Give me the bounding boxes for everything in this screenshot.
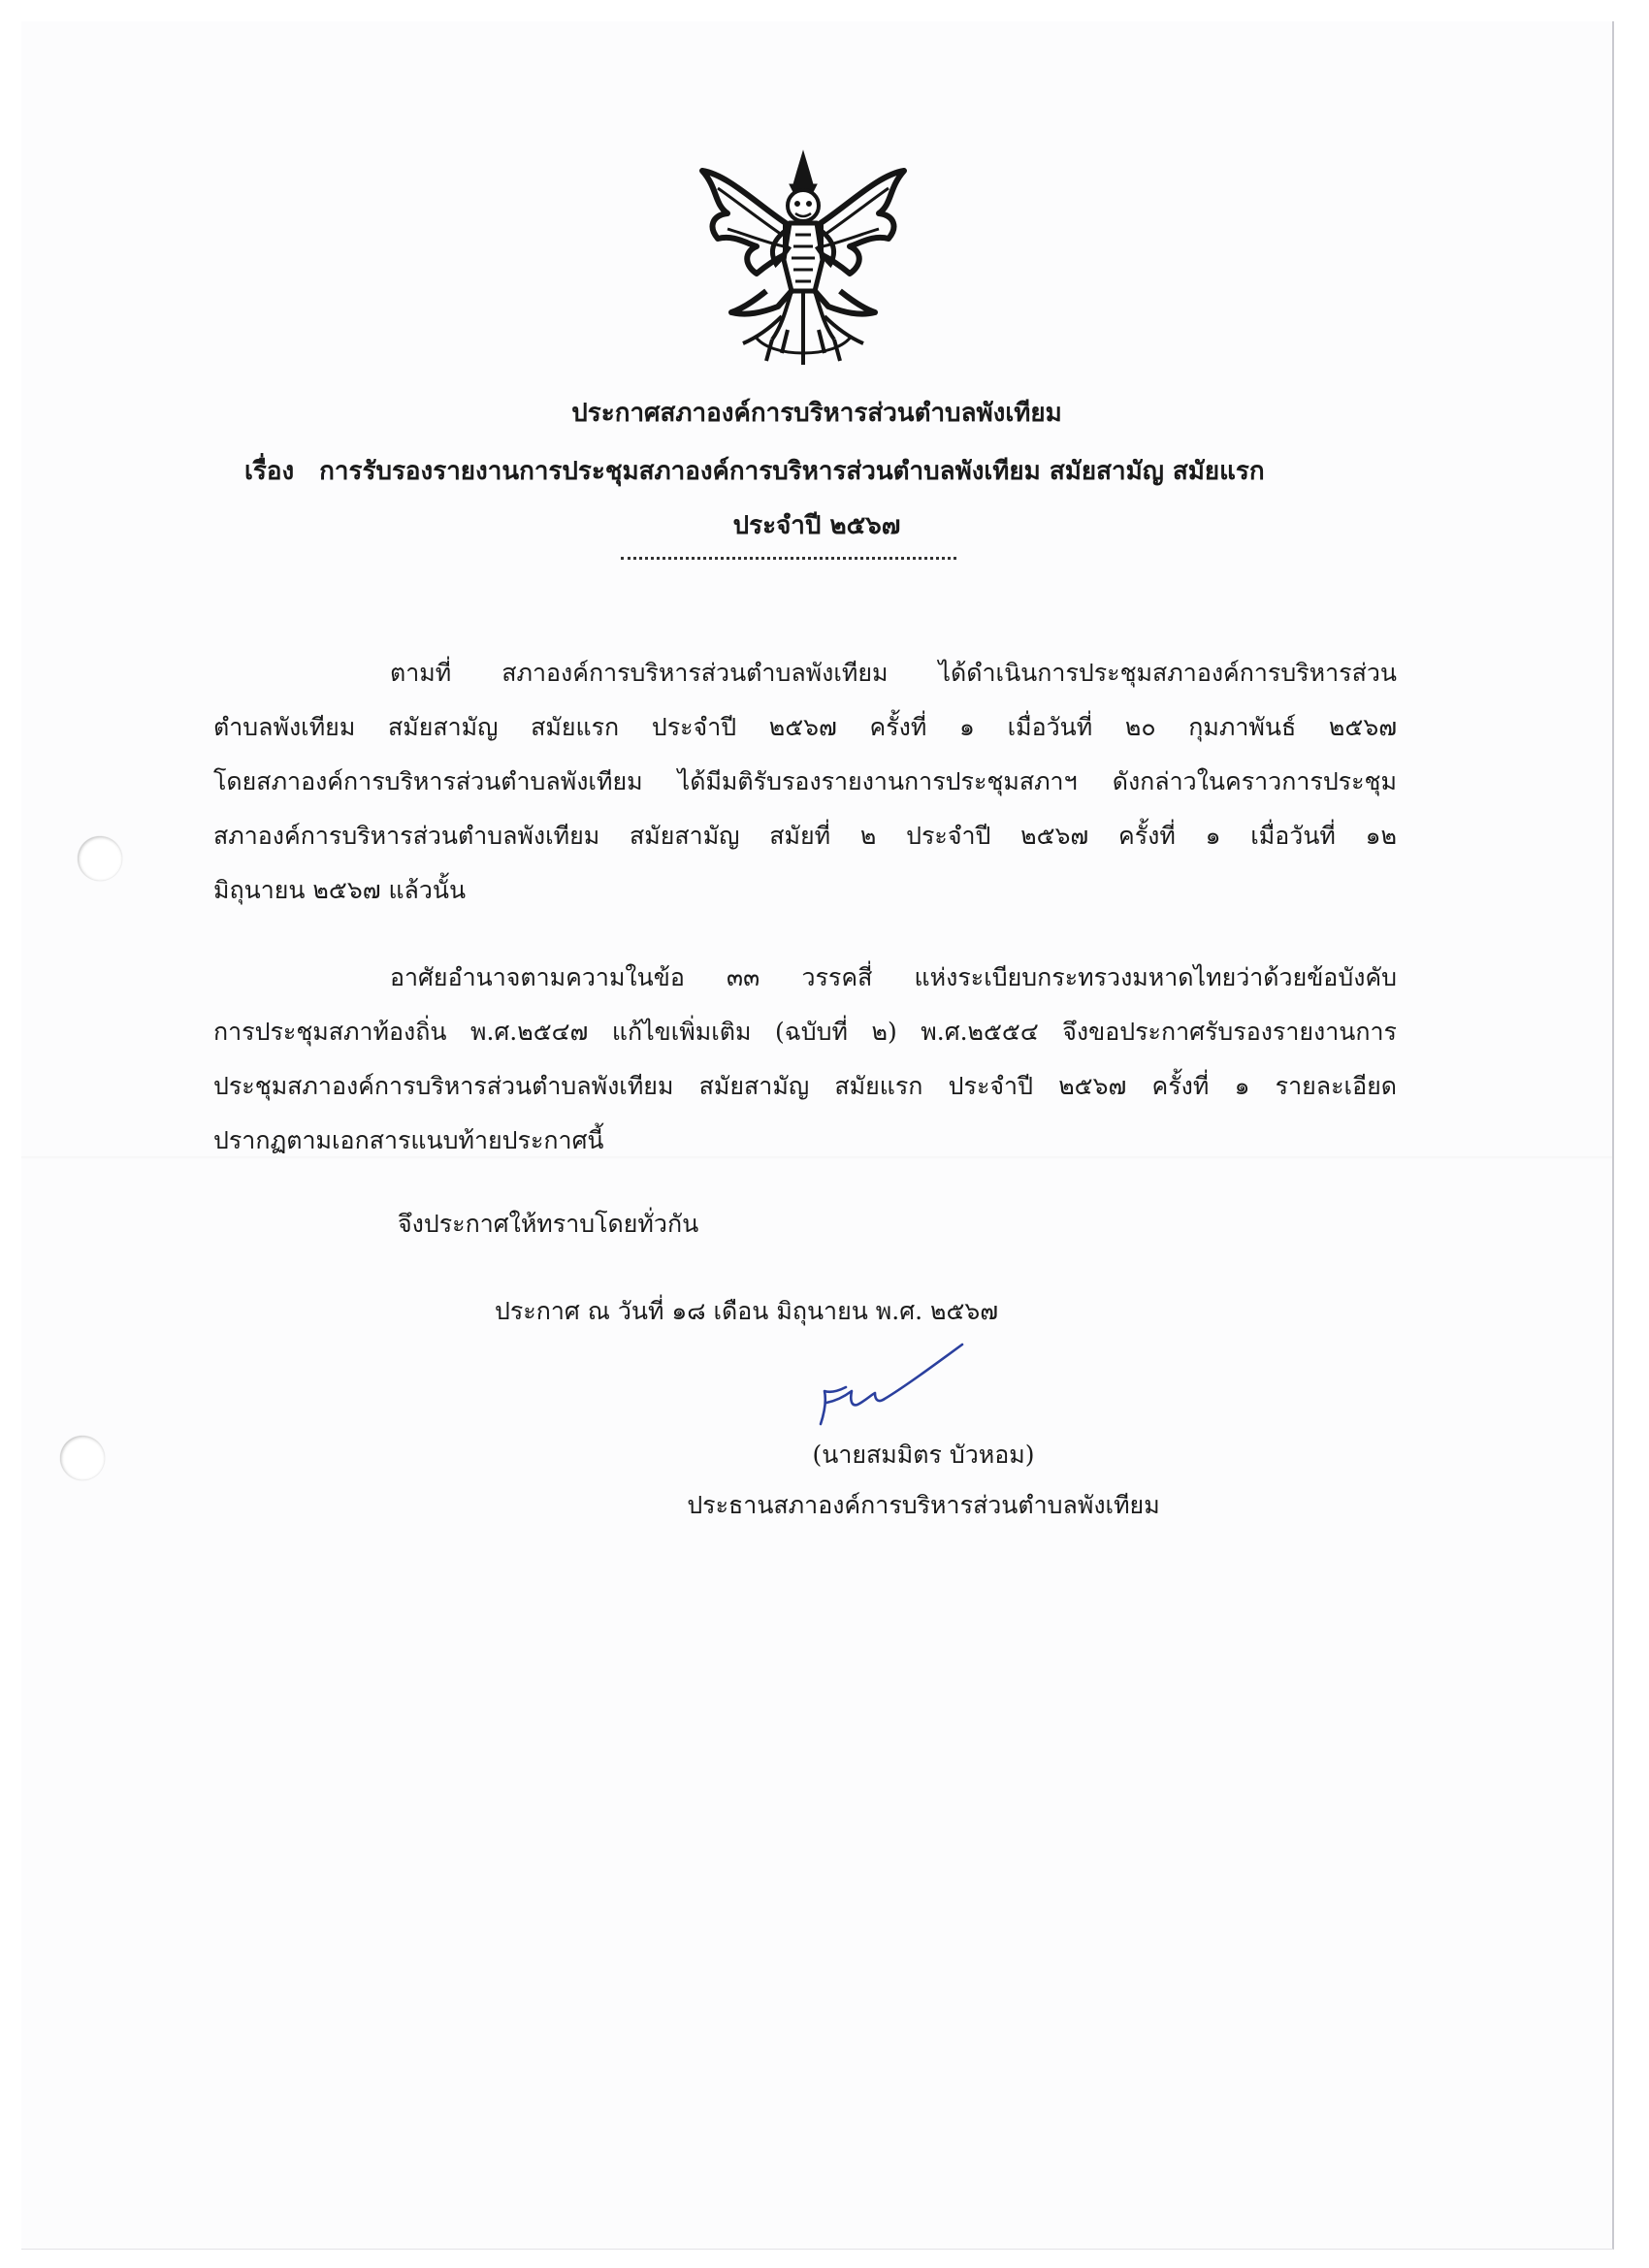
paragraph1-line: สภาองค์การบริหารส่วนตำบลพังเทียม สมัยสามัญ สมัยที่ ๒ ประจำปี ๒๕๖๗ ครั้งที่ ๑ เมื่อวันที่ ๑๒ [213,822,1397,850]
garuda-emblem-icon [689,146,918,374]
subject-text: การรับรองรายงานการประชุมสภาองค์การบริหารส่วนตำบลพังเทียม สมัยสามัญ สมัยแรก [319,457,1265,486]
document-heading: ประกาศสภาองค์การบริหารส่วนตำบลพังเทียม [571,399,1062,428]
announcement-date: ประกาศ ณ วันที่ ๑๘ เดือน มิถุนายน พ.ศ. ๒๕๖๗ [495,1297,999,1325]
closing-statement: จึงประกาศให้ทราบโดยทั่วกัน [398,1210,699,1238]
dotted-divider [621,557,956,560]
subject-line [244,452,1265,491]
paragraph2-line: ประชุมสภาองค์การบริหารส่วนตำบลพังเทียม สมัยสามัญ สมัยแรก ประจำปี ๒๕๖๗ ครั้งที่ ๑ รายละเอียด [213,1072,1397,1100]
signer-position: ประธานสภาองค์การบริหารส่วนตำบลพังเทียม [687,1491,1160,1519]
punch-hole-bottom [60,1436,105,1480]
paragraph2-line: การประชุมสภาท้องถิ่น พ.ศ.๒๕๔๗ แก้ไขเพิ่มเติม (ฉบับที่ ๒) พ.ศ.๒๕๕๔ จึงขอประกาศรับรองรายงานการ [213,1018,1397,1046]
subject-label: เรื่อง [244,457,295,486]
punch-hole-top [78,836,122,881]
paragraph2-line: ปรากฏตามเอกสารแนบท้ายประกาศนี้ [213,1126,604,1154]
subject-year: ประจำปี ๒๕๖๗ [732,511,901,540]
paragraph1-line: ตำบลพังเทียม สมัยสามัญ สมัยแรก ประจำปี ๒๕๖๗ ครั้งที่ ๑ เมื่อวันที่ ๒๐ กุมภาพันธ์ ๒๕๖๗ [213,713,1397,741]
document-page [21,21,1614,2250]
paragraph1-line: ตามที่ สภาองค์การบริหารส่วนตำบลพังเทียม ได้ดำเนินการประชุมสภาองค์การบริหารส่วน [390,659,1397,687]
signer-name: (นายสมมิตร บัวหอม) [812,1441,1035,1469]
paragraph1-line: โดยสภาองค์การบริหารส่วนตำบลพังเทียม ได้มีมติรับรองรายงานการประชุมสภาฯ ดังกล่าวในคราวการประชุม [213,767,1397,795]
paragraph1-line: มิถุนายน ๒๕๖๗ แล้วนั้น [213,876,467,904]
handwritten-signature [807,1343,972,1436]
paragraph2-line: อาศัยอำนาจตามความในข้อ ๓๓ วรรคสี่ แห่งระเบียบกระทรวงมหาดไทยว่าด้วยข้อบังคับ [390,963,1397,991]
